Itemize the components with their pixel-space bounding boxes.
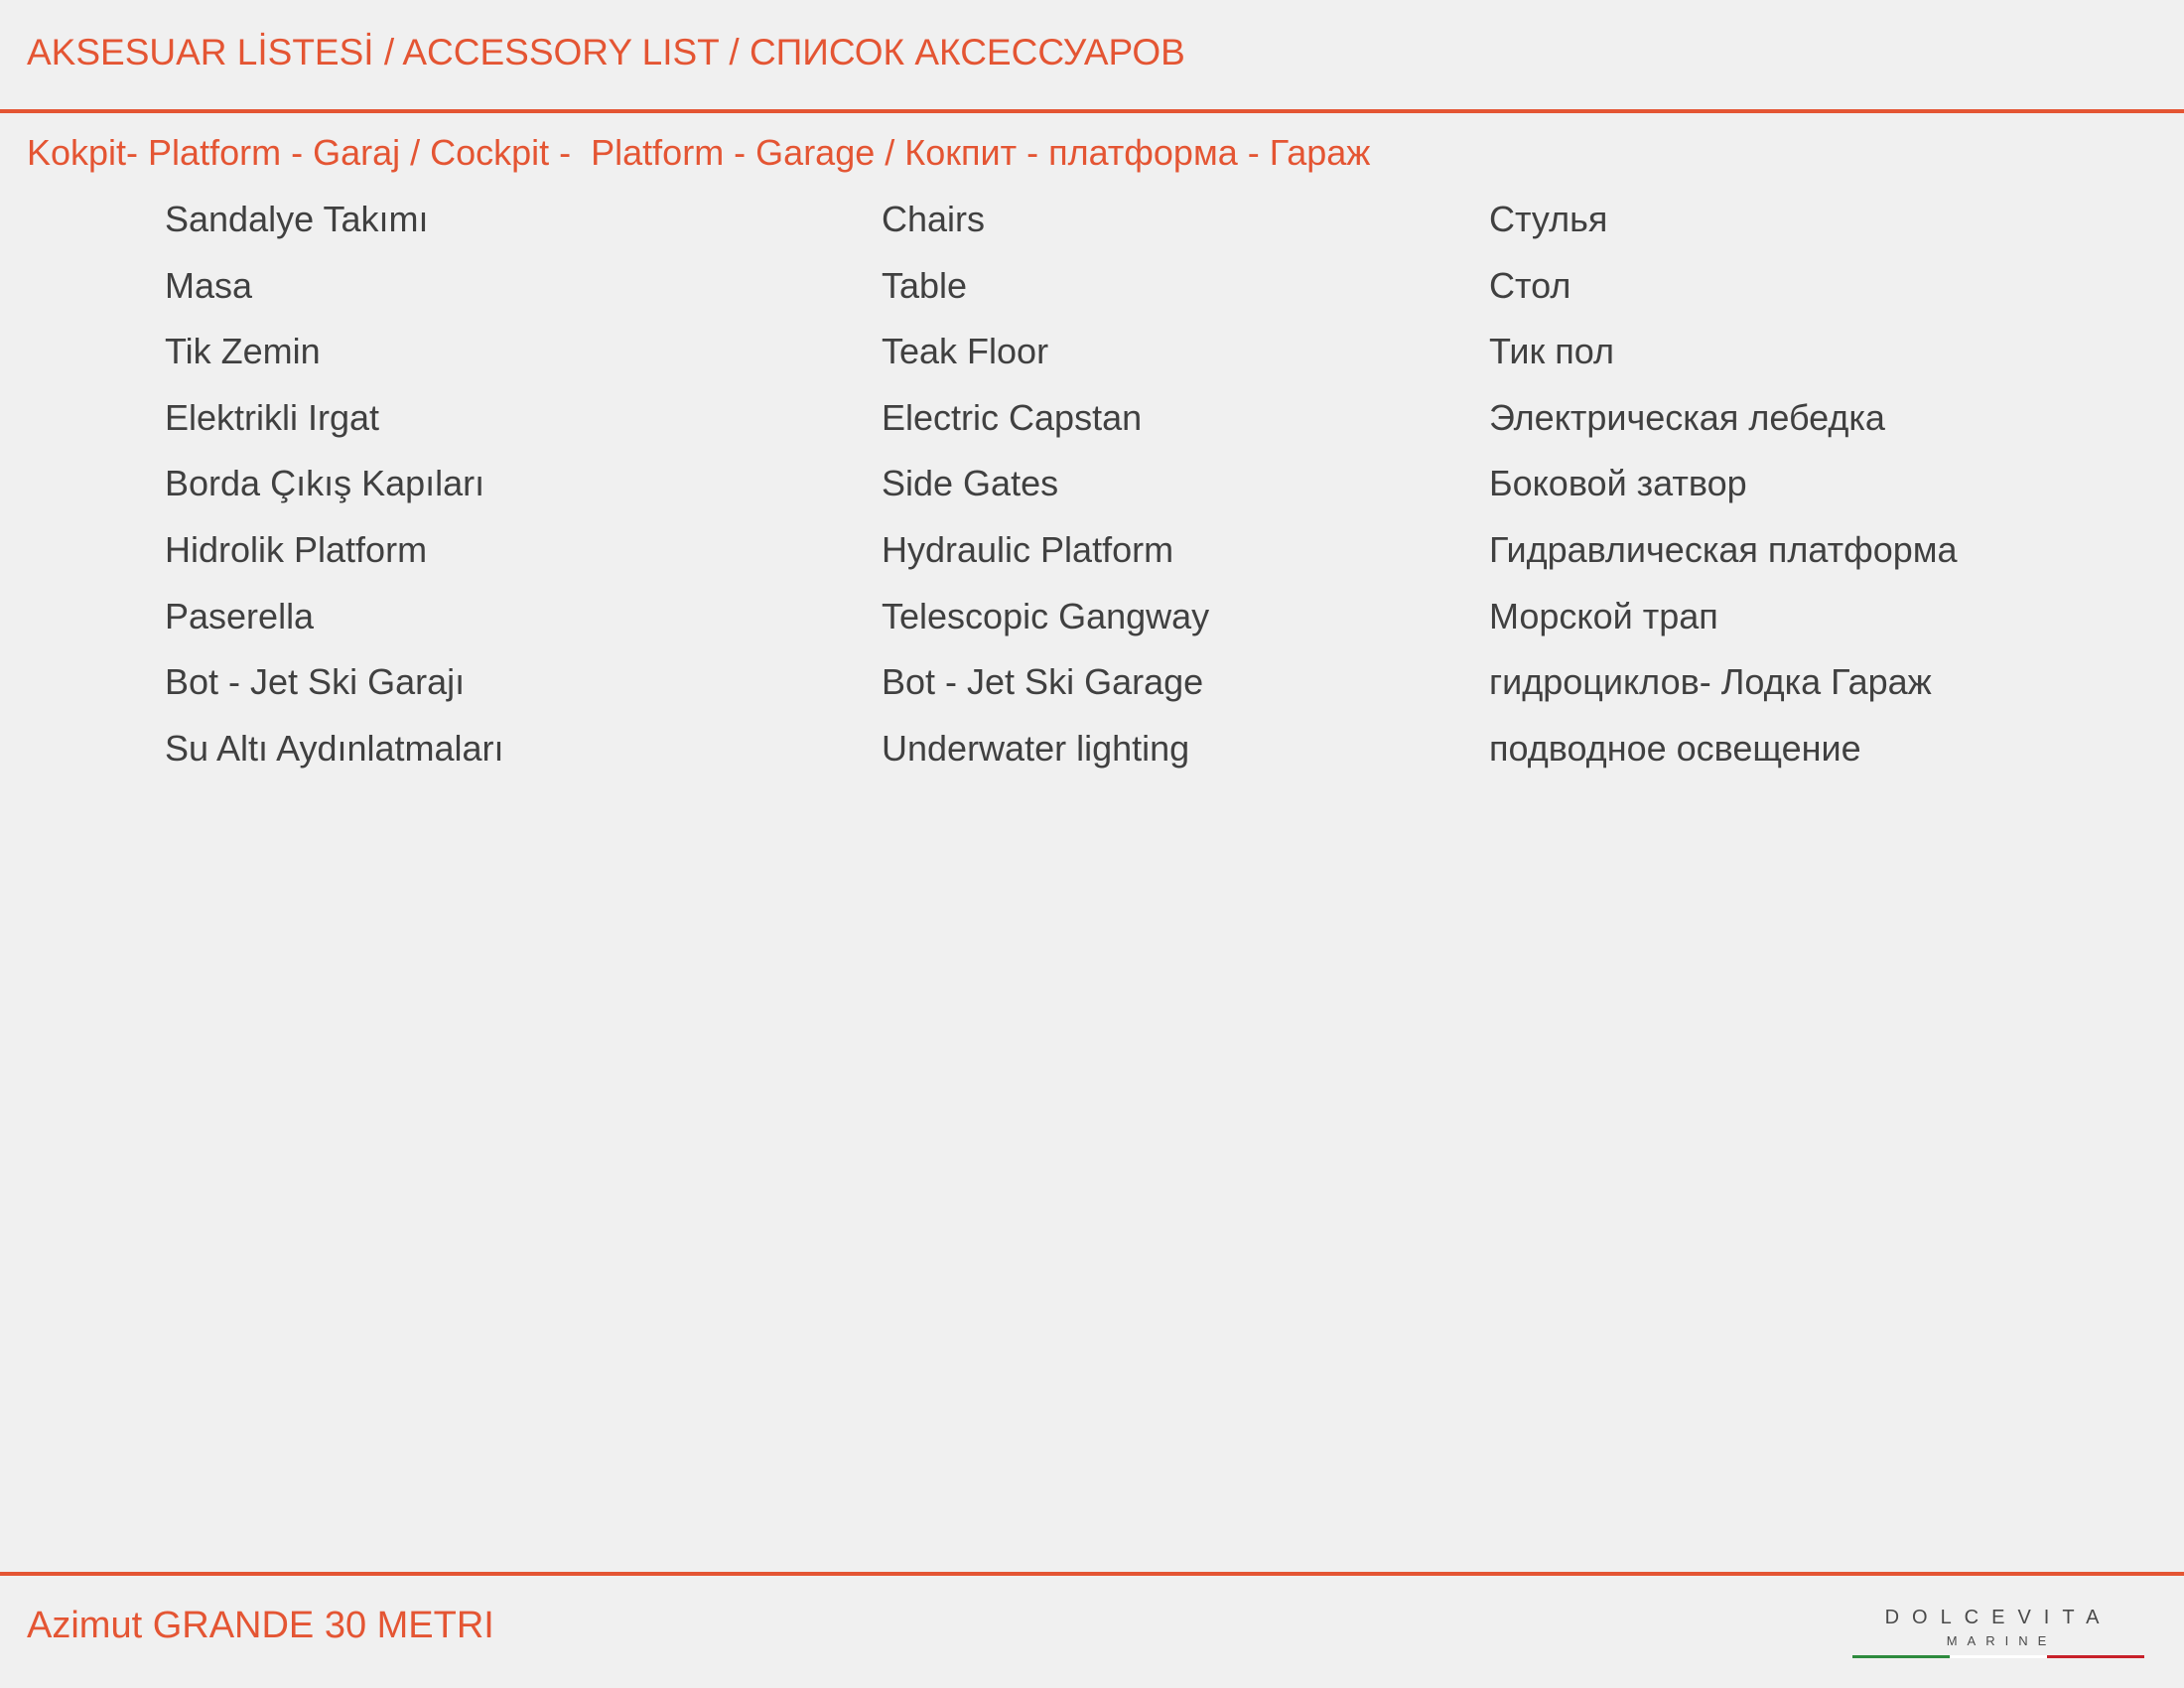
item-russian: Тик пол [1489, 331, 1614, 372]
item-turkish: Masa [165, 264, 253, 306]
list-item [0, 195, 2184, 261]
item-turkish: Paserella [165, 595, 315, 636]
item-english: Side Gates [882, 463, 1059, 504]
item-russian: Стол [1489, 264, 1571, 306]
item-english: Electric Capstan [882, 396, 1143, 438]
logo-subtitle: MARINE [1946, 1633, 2057, 1648]
page-title: AKSESUAR LİSTESİ / ACCESSORY LIST / СПИСОК АКСЕССУАРОВ [27, 32, 1185, 72]
list-item [0, 459, 2184, 525]
item-english: Teak Floor [882, 331, 1049, 372]
logo-stripe-white [1950, 1655, 2047, 1658]
list-item [0, 525, 2184, 592]
item-turkish: Hidrolik Platform [165, 528, 428, 570]
item-russian: гидроциклов- Лодка Гараж [1489, 661, 1932, 703]
list-item [0, 261, 2184, 328]
item-russian: Гидравлическая платформа [1489, 528, 1958, 570]
list-item [0, 724, 2184, 790]
item-english: Telescopic Gangway [882, 595, 1210, 636]
item-russian: Стулья [1489, 199, 1608, 239]
item-russian: подводное освещение [1489, 727, 1861, 769]
list-item [0, 327, 2184, 393]
list-item [0, 657, 2184, 724]
item-turkish: Sandalye Takımı [165, 199, 429, 239]
item-turkish: Elektrikli Irgat [165, 396, 380, 438]
footer-divider [0, 1572, 2184, 1576]
logo-wordmark: DOLCEVITA [1884, 1607, 2113, 1628]
item-turkish: Tik Zemin [165, 331, 321, 372]
item-russian: Морской трап [1489, 595, 1718, 636]
dolcevita-marine-logo [1852, 1602, 2144, 1661]
logo-stripe-red [2047, 1655, 2144, 1658]
item-english: Bot - Jet Ski Garage [882, 661, 1204, 703]
item-english: Table [882, 264, 968, 306]
accessory-list [0, 195, 2184, 789]
item-russian: Электрическая лебедка [1489, 396, 1885, 438]
logo-stripe-green [1852, 1655, 1950, 1658]
list-item [0, 393, 2184, 460]
yacht-model: Azimut GRANDE 30 METRI [27, 1605, 494, 1646]
item-russian: Боковой затвор [1489, 463, 1747, 504]
list-item [0, 592, 2184, 658]
item-turkish: Su Altı Aydınlatmaları [165, 727, 504, 769]
item-turkish: Borda Çıkış Kapıları [165, 463, 485, 504]
item-english: Chairs [882, 199, 986, 239]
section-title: Kokpit- Platform - Garaj / Cockpit - Platform - Garage / Кокпит - платформа - Гараж [27, 132, 1371, 173]
item-english: Hydraulic Platform [882, 528, 1174, 570]
item-turkish: Bot - Jet Ski Garajı [165, 661, 466, 703]
header-divider [0, 109, 2184, 113]
item-english: Underwater lighting [882, 727, 1190, 769]
